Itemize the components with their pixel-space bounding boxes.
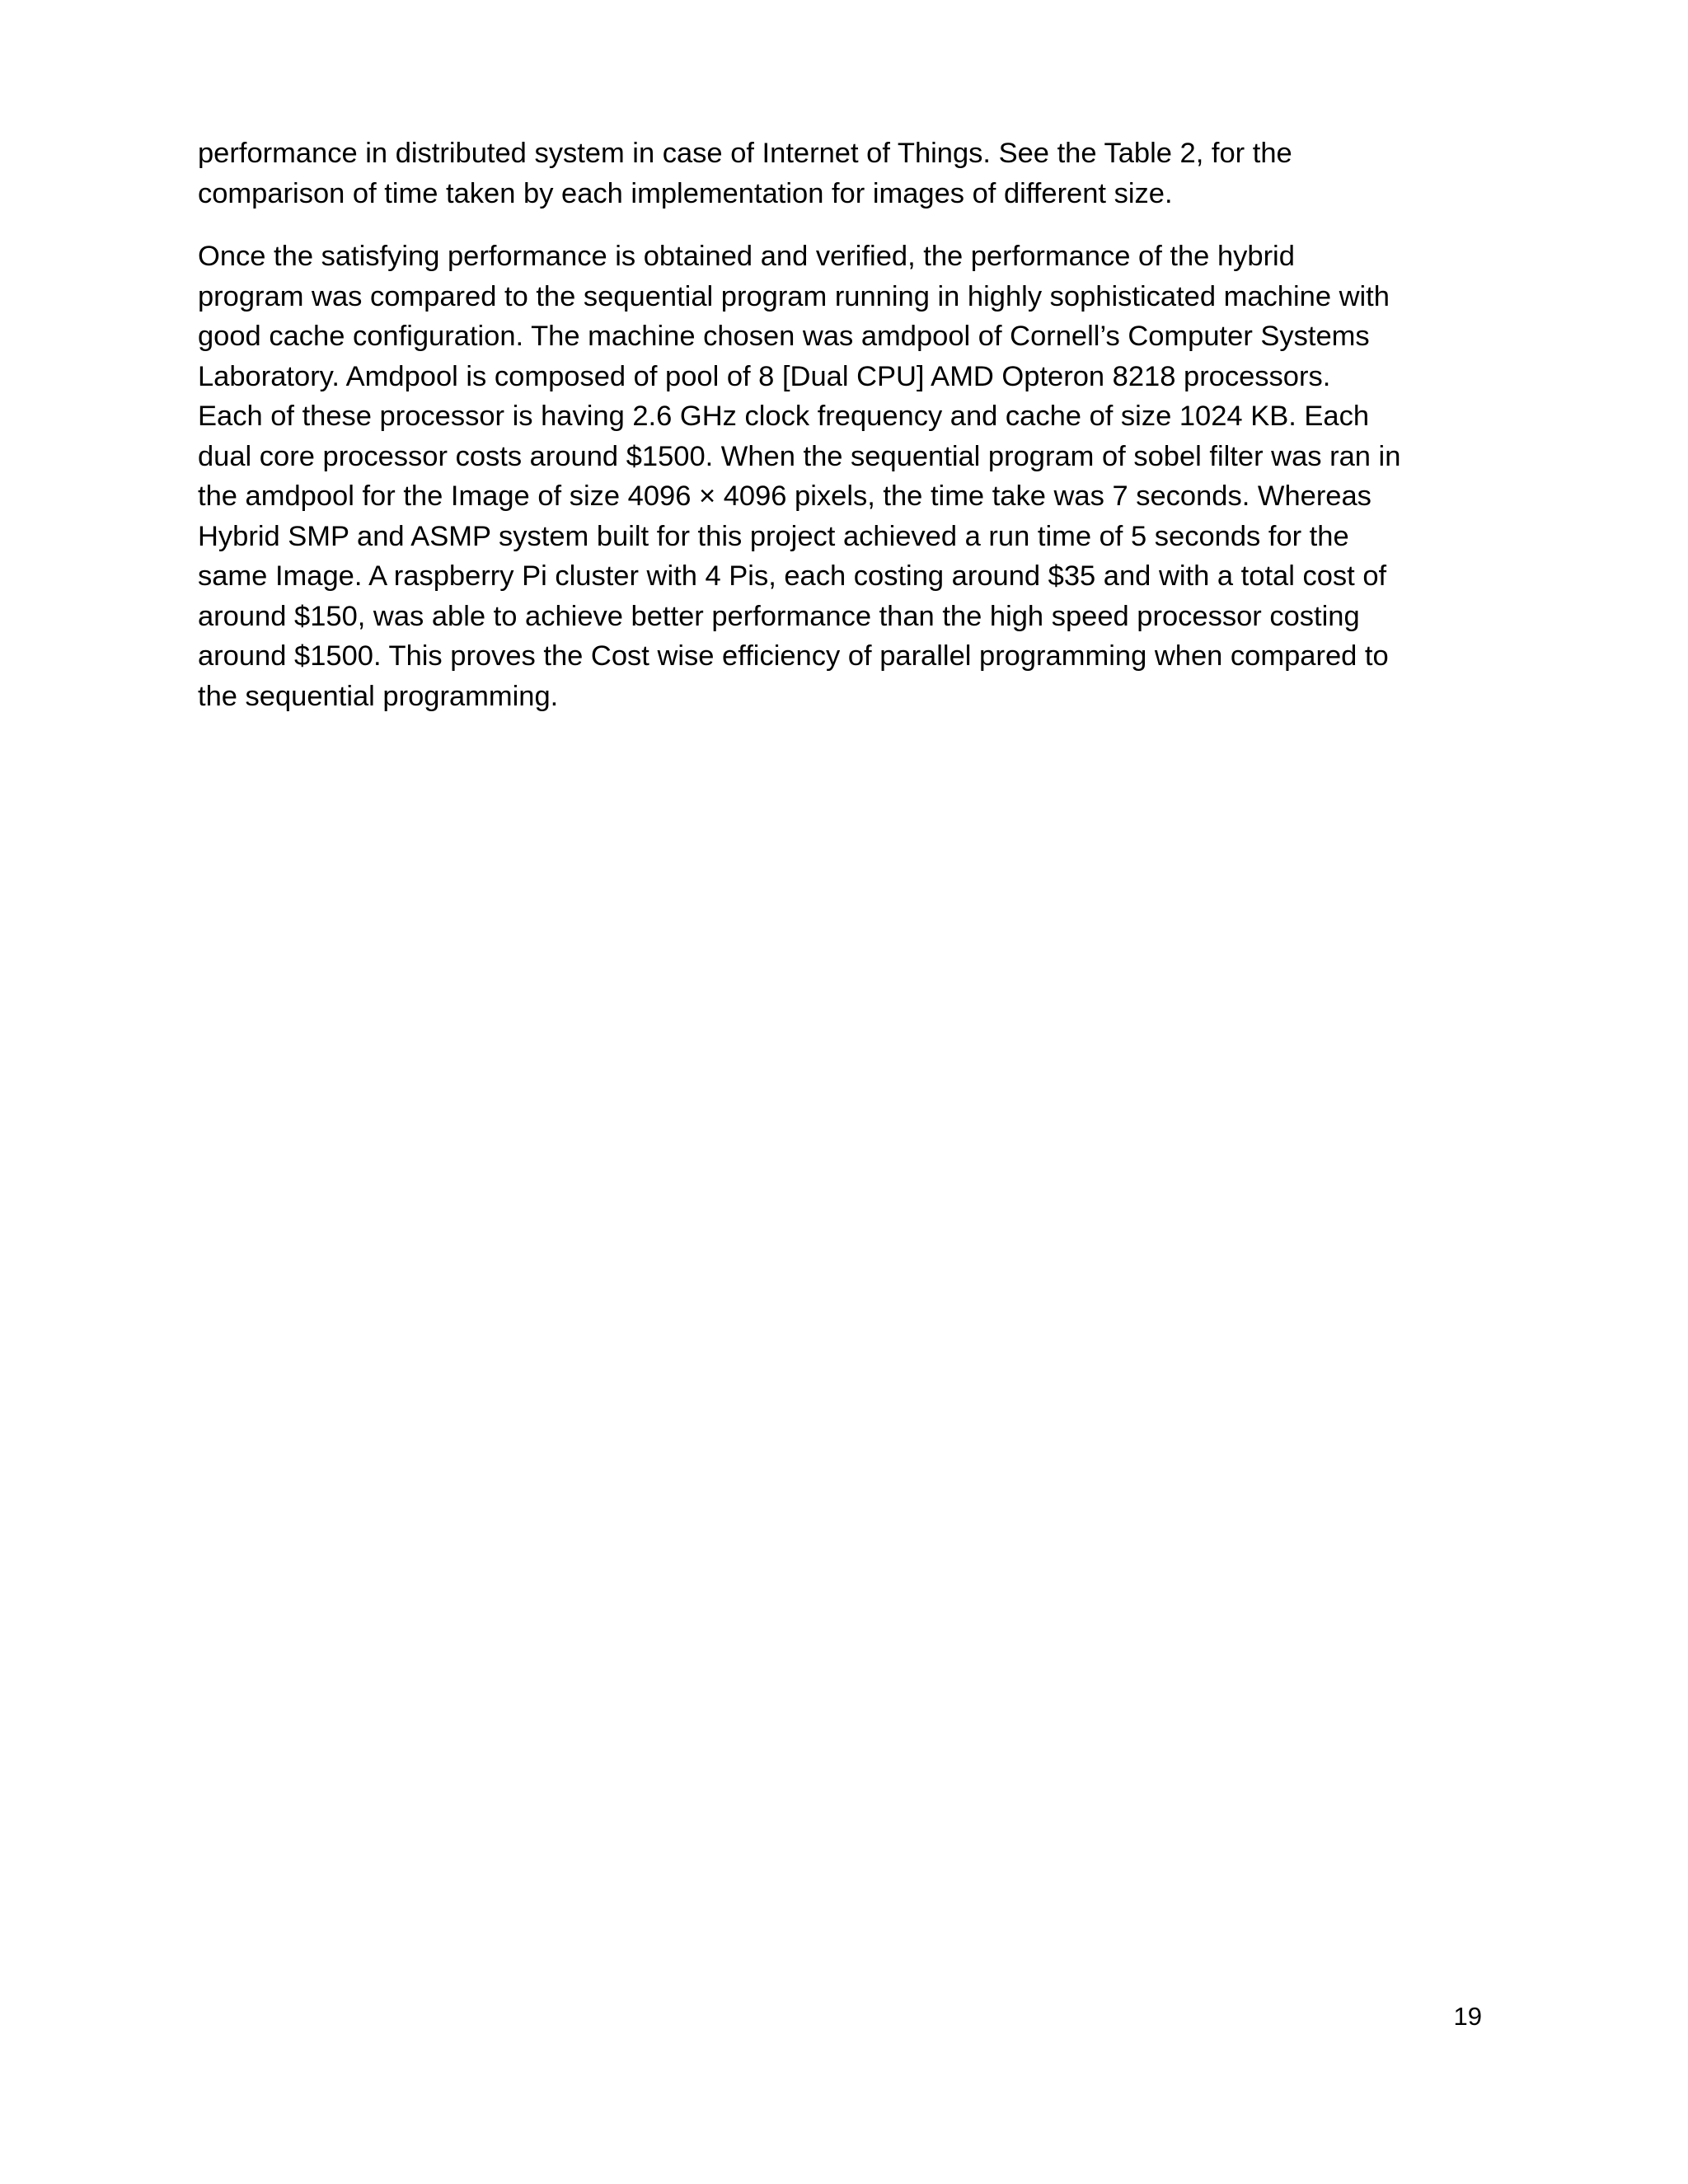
paragraph-line: around $1500. This proves the Cost wise efficiency of parallel programming when compared to	[198, 640, 1389, 672]
paragraph-line: performance in distributed system in case of Internet of Things. See the Table 2, for the	[198, 138, 1292, 169]
paragraph-line: good cache configuration. The machine chosen was amdpool of Cornell’s Computer Systems	[198, 321, 1370, 352]
paragraph-line: around $150, was able to achieve better performance than the high speed processor costing	[198, 600, 1360, 632]
paragraph-line: Each of these processor is having 2.6 GHz clock frequency and cache of size 1024 KB. Each	[198, 401, 1370, 432]
paragraph-line: the amdpool for the Image of size 4096 × 4096 pixels, the time take was 7 seconds. Whereas	[198, 480, 1372, 512]
paragraph-line: Once the satisfying performance is obtained and verified, the performance of the hybrid	[198, 241, 1295, 272]
paragraph-1	[198, 134, 1500, 213]
paragraph-line: same Image. A raspberry Pi cluster with 4 Pis, each costing around $35 and with a total cost of	[198, 560, 1387, 592]
paragraph-line: the sequential programming.	[198, 680, 559, 712]
paragraph-line: comparison of time taken by each implementation for images of different size.	[198, 177, 1173, 209]
body-text	[198, 134, 1500, 739]
paragraph-line: dual core processor costs around $1500. When the sequential program of sobel filter was ran in	[198, 440, 1401, 472]
page-number: 19	[1453, 2002, 1482, 2031]
paragraph-line: program was compared to the sequential program running in highly sophisticated machine with	[198, 280, 1390, 312]
paragraph-2	[198, 237, 1500, 716]
paragraph-line: Laboratory. Amdpool is composed of pool of 8 [Dual CPU] AMD Opteron 8218 processors.	[198, 360, 1331, 392]
paragraph-line: Hybrid SMP and ASMP system built for this project achieved a run time of 5 seconds for the	[198, 520, 1349, 552]
